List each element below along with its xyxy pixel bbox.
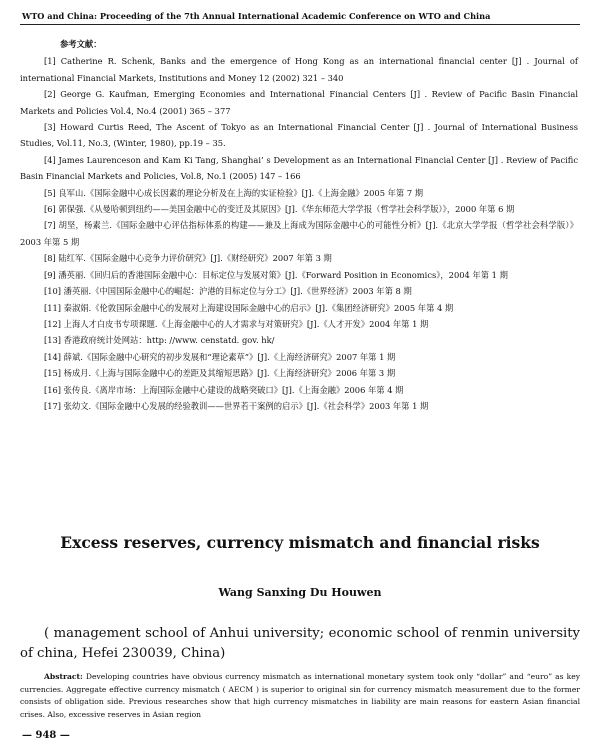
reference-item: [2] George G. Kaufman, Emerging Economies and International Financial Centers [J] . Review of Pacific Basin Financial Markets and Policies Vol.4, No.4 (2001) 365 – 377 — [20, 89, 578, 116]
running-header: WTO and China: Proceeding of the 7th Annual International Academic Conference on WTO and China — [22, 11, 491, 21]
abstract-text: Developing countries have obvious currency mismatch as international monetary system took only “dollar” and “euro” as key currencies. Aggregate effective currency mismatch ( AECM ) is superior to original sin for currency mismatch measurement due to the former consists of obligation side. Previous researches show that high currency mismatches in liability are main reasons for eastern Asian financial crises. Also, excessive reserves in Asian region — [20, 672, 580, 719]
article-title: Excess reserves, currency mismatch and financial risks — [60, 533, 540, 552]
header-rule — [20, 24, 580, 25]
abstract-paragraph — [20, 671, 580, 721]
references-heading: 参考文献： — [60, 39, 102, 49]
reference-item: [3] Howard Curtis Reed, The Ascent of Tokyo as an International Financial Center [J] . Journal of International Business Studies, Vol.11, No.3, (Winter, 1980), pp.19 – 35. — [20, 122, 578, 149]
reference-item: [4] James Laurenceson and Kam Ki Tang, Shanghai’ s Development as an International Financial Center [J] . Review of Pacific Basin Financial Markets and Policies, Vol.8, No.1 (2005) 147 – 166 — [20, 154, 578, 182]
references-section — [20, 36, 578, 414]
reference-item: [11] 秦淑娟.《伦敦国际金融中心的发展对上海建设国际金融中心的启示》[J].《集团经济研究》2005 年第 4 期 — [44, 302, 454, 313]
reference-item: [10] 潘英丽.《中国国际金融中心的崛起：沪港的目标定位与分工》[J].《世界经济》2003 年第 8 期 — [44, 286, 412, 297]
reference-item: [8] 陆红军.《国际金融中心竞争力评价研究》[J].《财经研究》2007 年第 3 期 — [44, 253, 332, 264]
reference-item: [15] 杨成月.《上海与国际金融中心的差距及其缩短思路》[J].《上海经济研究》2006 年第 3 期 — [44, 368, 396, 379]
reference-item: [1] Catherine R. Schenk, Banks and the emergence of Hong Kong as an international financial center [J] . Journal of international Financial Markets, Institutions and Money 12 (2002) 321 – 340 — [20, 56, 578, 83]
reference-item: [6] 郭保强.《从曼哈顿到纽约——美国金融中心的变迁及其原因》[J].《华东师范大学学报（哲学社会科学版）》，2000 年第 6 期 — [44, 204, 515, 215]
page-number: — 948 — — [22, 730, 70, 741]
reference-item: [9] 潘英丽.《回归后的香港国际金融中心：目标定位与发展对策》[J].《Forward Position in Economics》，2004 年第 1 期 — [44, 269, 508, 280]
reference-item: [12] 上海人才白皮书专项课题.《上海金融中心的人才需求与对策研究》[J].《人才开发》2004 年第 1 期 — [44, 318, 429, 329]
reference-item: [7] 胡坚，杨素兰.《国际金融中心评估指标体系的构建——兼及上海成为国际金融中心的可能性分析》[J].《北京大学学报（哲学社会科学版）》2003 年第 5 期 — [20, 220, 578, 247]
reference-item: [13] 香港政府统计处网站：http: //www. censtatd. gov. hk/ — [44, 335, 275, 346]
reference-item: [16] 张传良.《离岸市场：上海国际金融中心建设的战略突破口》[J].《上海金融》2006 年第 4 期 — [44, 384, 404, 395]
abstract-label: Abstract: — [44, 672, 83, 681]
reference-item: [14] 薛斌.《国际金融中心研究的初步发展和“理论素草”》[J].《上海经济研究》2007 年第 1 期 — [44, 351, 396, 362]
article-authors: Wang Sanxing Du Houwen — [218, 586, 382, 599]
reference-item: [5] 良军山.《国际金融中心成长因素的理论分析及在上海的实证检验》[J].《上海金融》2005 年第 7 期 — [44, 187, 424, 198]
author-affiliation: ( management school of Anhui university; economic school of renmin university of china, Hefei 230039, China) — [20, 626, 580, 661]
reference-item: [17] 张幼文.《国际金融中心发展的经验教训——世界若干案例的启示》[J].《社会科学》2003 年第 1 期 — [44, 400, 429, 411]
